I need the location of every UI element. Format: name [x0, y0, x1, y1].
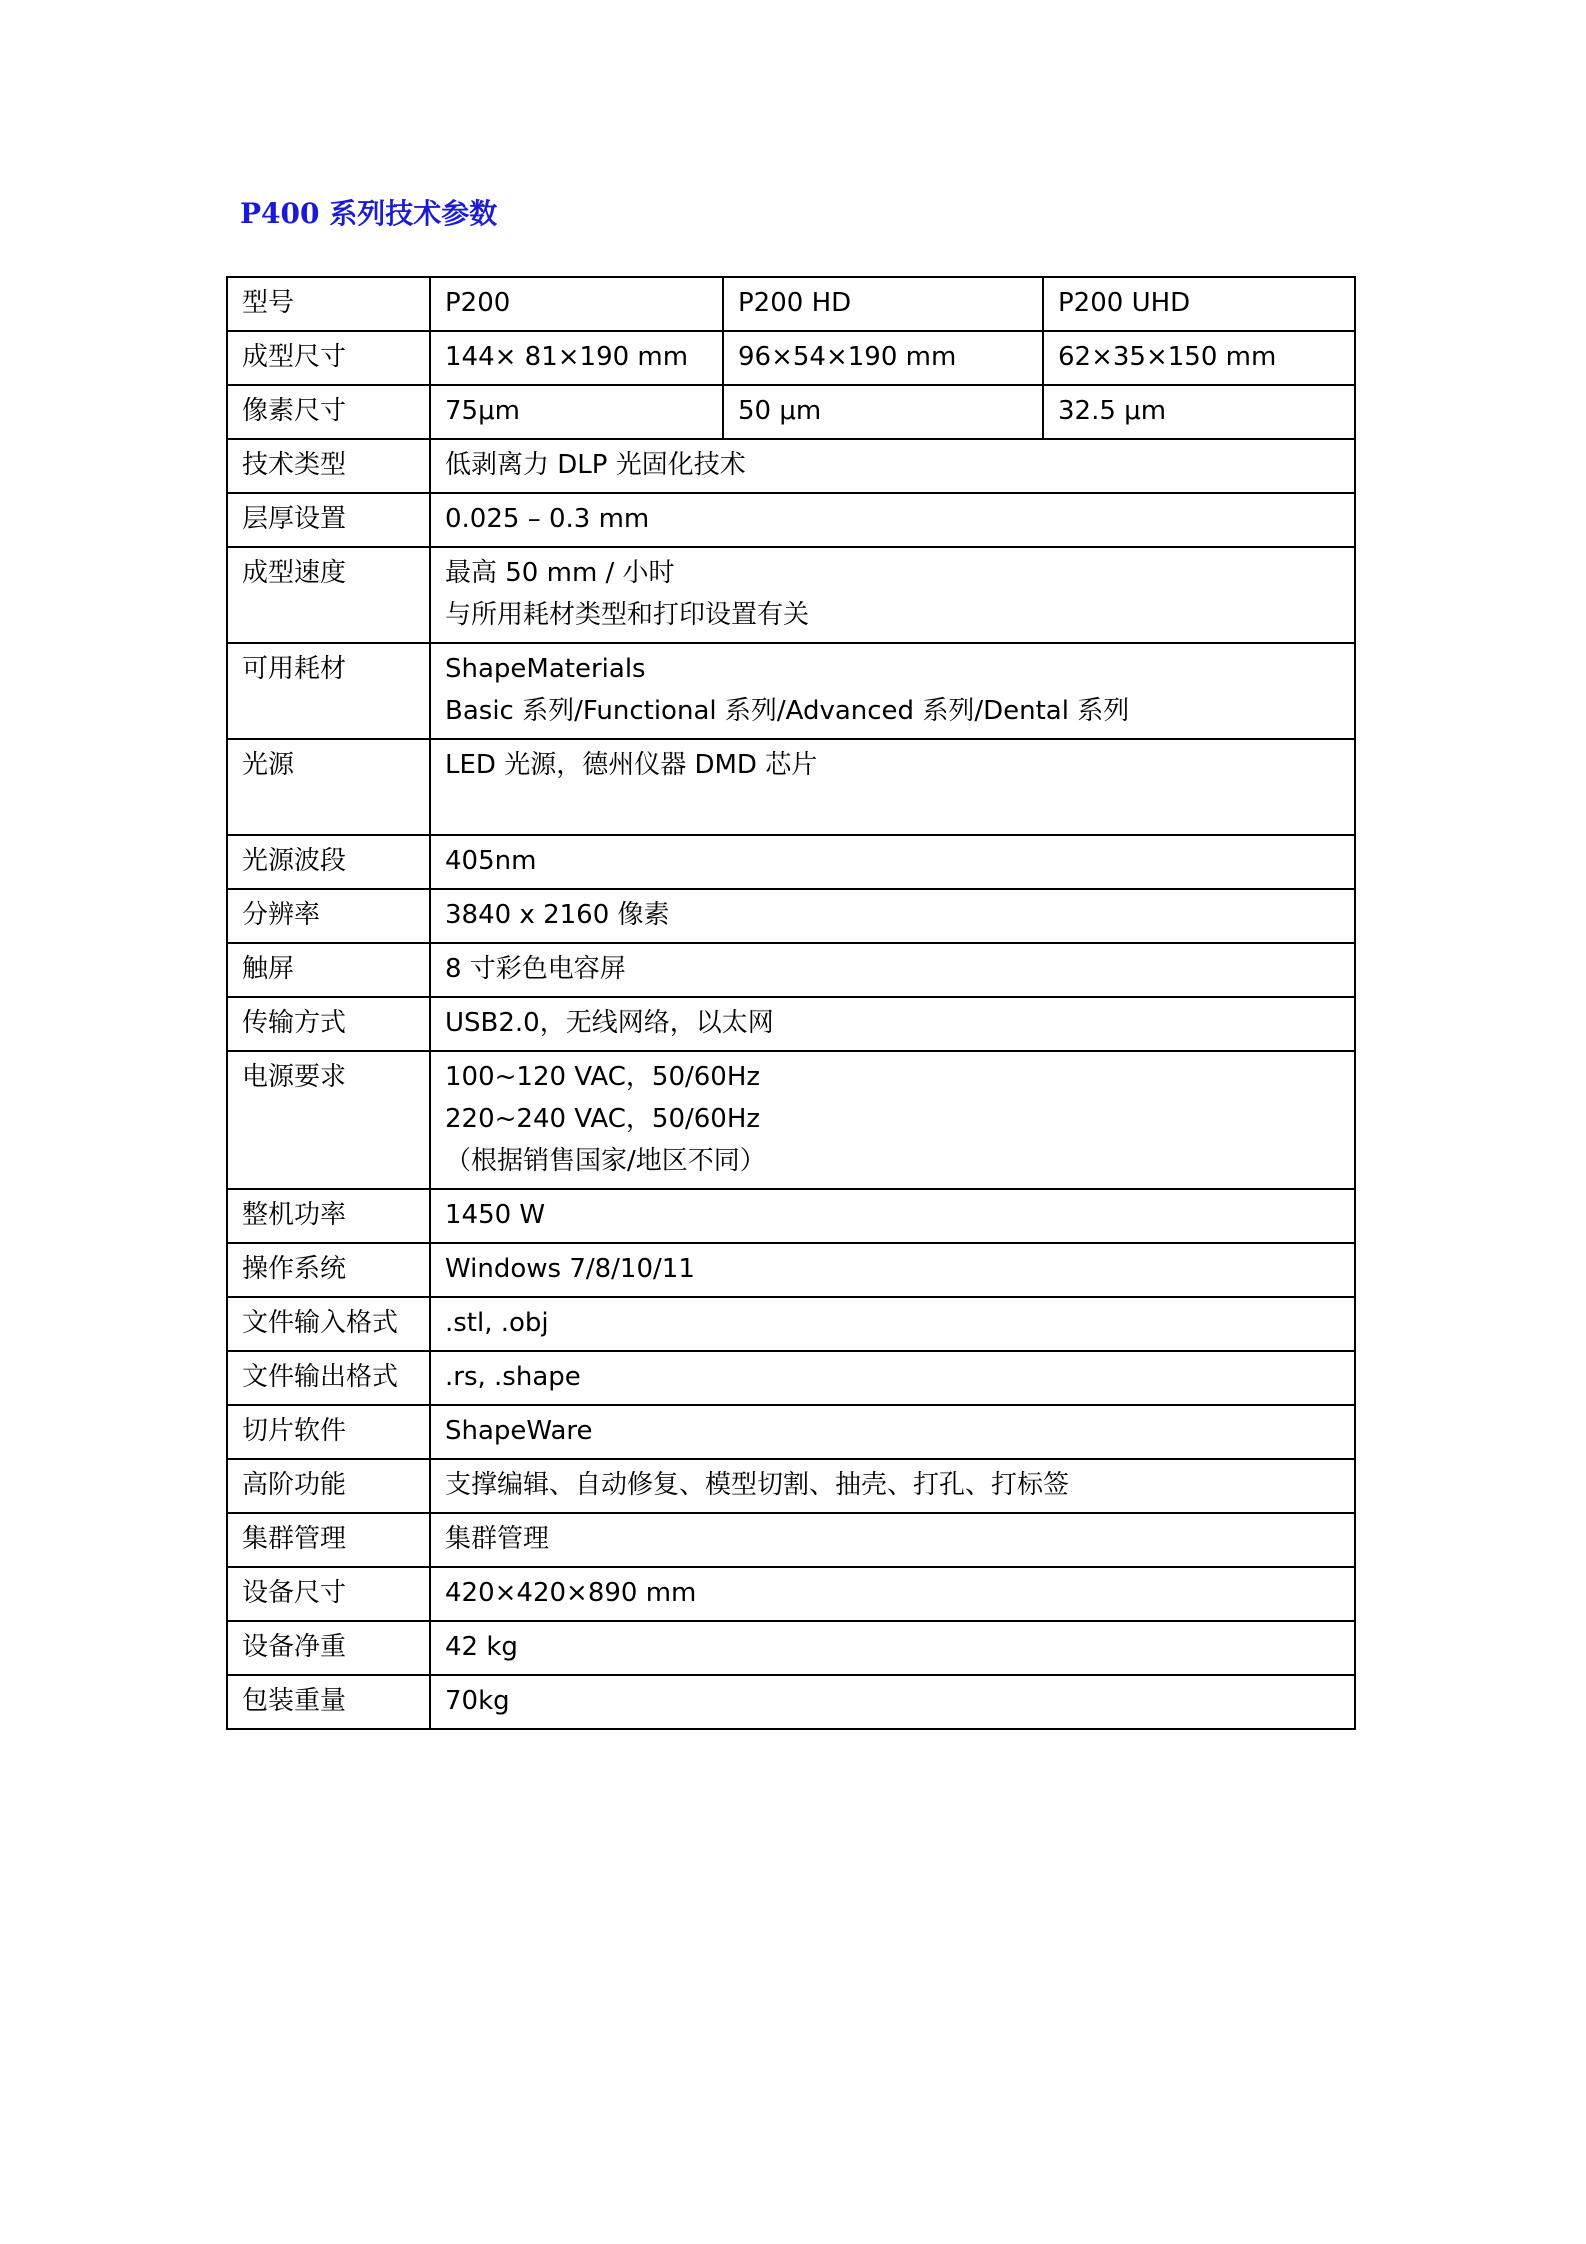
row-value	[430, 739, 1355, 835]
row-label: 集群管理	[227, 1513, 430, 1567]
value-line: 与所用耗材类型和打印设置有关	[445, 600, 810, 630]
value-line: .stl, .obj	[445, 1308, 549, 1338]
row-value	[430, 1405, 1355, 1459]
value-line: 405nm	[445, 846, 537, 876]
table-row	[227, 1351, 1355, 1405]
table-row	[227, 493, 1355, 547]
value-line: 8 寸彩色电容屏	[445, 954, 626, 984]
spec-table-body	[227, 277, 1355, 1729]
row-value	[430, 439, 1355, 493]
value-line: 3840 x 2160 像素	[445, 900, 670, 930]
table-row	[227, 1051, 1355, 1189]
table-row	[227, 943, 1355, 997]
row-value	[430, 1051, 1355, 1189]
table-cell: 62×35×150 mm	[1043, 331, 1355, 385]
value-line: （根据销售国家/地区不同）	[445, 1146, 766, 1176]
row-label: 文件输出格式	[227, 1351, 430, 1405]
value-line: Windows 7/8/10/11	[445, 1254, 695, 1284]
table-row	[227, 1513, 1355, 1567]
table-row	[227, 739, 1355, 835]
row-value	[430, 1297, 1355, 1351]
row-label: 触屏	[227, 943, 430, 997]
row-label: 设备净重	[227, 1621, 430, 1675]
value-line: 220~240 VAC，50/60Hz	[445, 1104, 761, 1134]
value-line: 最高 50 mm / 小时	[445, 558, 675, 588]
row-value	[430, 889, 1355, 943]
model-p200: P200	[430, 277, 723, 331]
value-line: USB2.0，无线网络，以太网	[445, 1008, 774, 1038]
row-label: 文件输入格式	[227, 1297, 430, 1351]
row-label: 成型速度	[227, 547, 430, 643]
row-value	[430, 1243, 1355, 1297]
row-value	[430, 1351, 1355, 1405]
table-row	[227, 1297, 1355, 1351]
row-label: 层厚设置	[227, 493, 430, 547]
row-label: 设备尺寸	[227, 1567, 430, 1621]
row-label: 型号	[227, 277, 430, 331]
row-label: 切片软件	[227, 1405, 430, 1459]
table-row	[227, 1459, 1355, 1513]
value-line: 1450 W	[445, 1200, 546, 1230]
table-cell: 96×54×190 mm	[723, 331, 1043, 385]
table-row-build-size	[227, 331, 1355, 385]
row-label: 高阶功能	[227, 1459, 430, 1513]
row-label: 包装重量	[227, 1675, 430, 1729]
table-cell: 32.5 μm	[1043, 385, 1355, 439]
page-title: P400 系列技术参数	[240, 197, 498, 230]
value-line	[445, 786, 1340, 828]
table-cell: 75μm	[430, 385, 723, 439]
row-value	[430, 835, 1355, 889]
row-value	[430, 1513, 1355, 1567]
table-row	[227, 1675, 1355, 1729]
model-p200-hd: P200 HD	[723, 277, 1043, 331]
value-line: .rs, .shape	[445, 1362, 581, 1392]
table-row	[227, 889, 1355, 943]
table-row	[227, 1621, 1355, 1675]
value-line: 70kg	[445, 1686, 510, 1716]
value-line: 集群管理	[445, 1524, 550, 1554]
row-label: 成型尺寸	[227, 331, 430, 385]
table-row	[227, 1567, 1355, 1621]
table-cell: 144× 81×190 mm	[430, 331, 723, 385]
row-label: 传输方式	[227, 997, 430, 1051]
table-cell: 50 μm	[723, 385, 1043, 439]
value-line: 420×420×890 mm	[445, 1578, 697, 1608]
row-value	[430, 1567, 1355, 1621]
row-label: 光源	[227, 739, 430, 835]
value-line: 0.025 – 0.3 mm	[445, 504, 650, 534]
row-value	[430, 1459, 1355, 1513]
row-value	[430, 943, 1355, 997]
value-line: 支撑编辑、自动修复、模型切割、抽壳、打孔、打标签	[445, 1470, 1070, 1500]
value-line: 100~120 VAC，50/60Hz	[445, 1062, 761, 1092]
row-label: 分辨率	[227, 889, 430, 943]
value-line: Basic 系列/Functional 系列/Advanced 系列/Dental 系列	[445, 696, 1130, 726]
row-label: 技术类型	[227, 439, 430, 493]
table-row	[227, 1189, 1355, 1243]
table-row	[227, 835, 1355, 889]
table-row	[227, 997, 1355, 1051]
table-row	[227, 547, 1355, 643]
row-label: 光源波段	[227, 835, 430, 889]
row-label: 电源要求	[227, 1051, 430, 1189]
value-line: ShapeWare	[445, 1416, 593, 1446]
row-label: 操作系统	[227, 1243, 430, 1297]
row-value	[430, 1621, 1355, 1675]
table-row	[227, 1405, 1355, 1459]
spec-table	[226, 276, 1356, 1730]
table-row	[227, 439, 1355, 493]
row-value	[430, 1189, 1355, 1243]
value-line: LED 光源，德州仪器 DMD 芯片	[445, 750, 818, 780]
table-row	[227, 643, 1355, 739]
value-line: ShapeMaterials	[445, 654, 646, 684]
table-row-pixel-size	[227, 385, 1355, 439]
row-label: 像素尺寸	[227, 385, 430, 439]
table-row	[227, 1243, 1355, 1297]
value-line: 42 kg	[445, 1632, 518, 1662]
value-line: 低剥离力 DLP 光固化技术	[445, 450, 746, 480]
row-value	[430, 1675, 1355, 1729]
row-label: 整机功率	[227, 1189, 430, 1243]
row-value	[430, 493, 1355, 547]
table-row-model	[227, 277, 1355, 331]
model-p200-uhd: P200 UHD	[1043, 277, 1355, 331]
row-value	[430, 997, 1355, 1051]
row-value	[430, 643, 1355, 739]
row-value	[430, 547, 1355, 643]
row-label: 可用耗材	[227, 643, 430, 739]
